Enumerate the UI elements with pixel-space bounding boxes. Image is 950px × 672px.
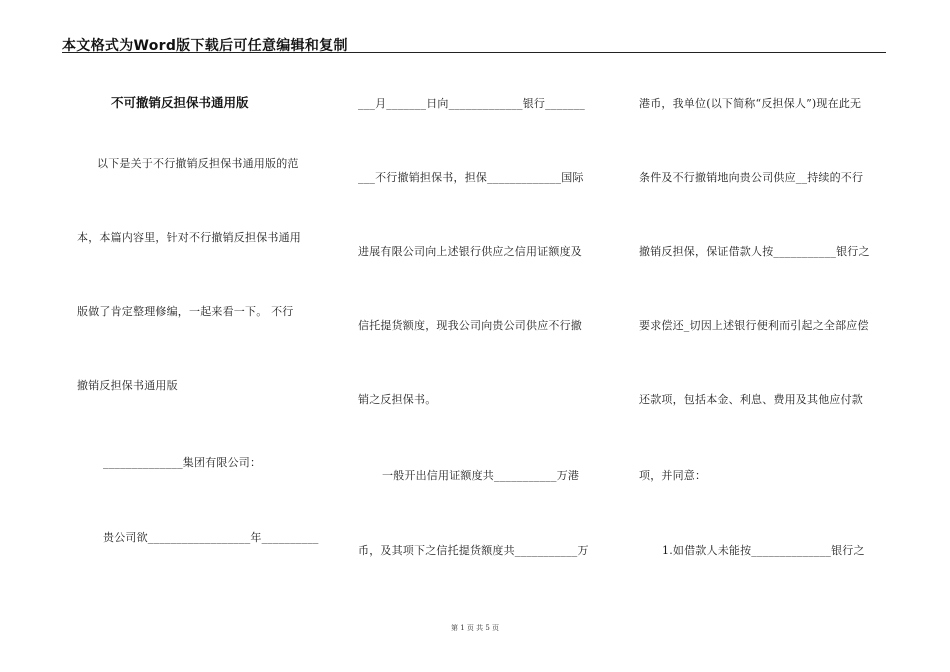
document-banner: 本文格式为Word版下载后可任意编辑和复制: [62, 38, 348, 54]
text-line: 要求偿还_切因上述银行便利而引起之全部应偿: [639, 319, 869, 332]
text-line: 条件及不行撤销地向贵公司供应__持续的不行: [639, 171, 864, 184]
text-line: 信托提货额度，现我公司向贵公司供应不行撤: [358, 319, 582, 332]
text-line: 港币，我单位(以下简称“反担保人”)现在此无: [639, 97, 862, 110]
text-line: 项，并同意：: [639, 469, 707, 482]
text-line: 销之反担保书。: [358, 393, 437, 406]
page-number: 第 1 页 共 5 页: [450, 624, 500, 632]
document-title: 不可撤销反担保书通用版: [111, 95, 249, 110]
text-line: ___月_______日向_____________银行_______: [358, 97, 585, 110]
text-line: 版做了肯定整理修编，一起来看一下。 不行: [77, 305, 294, 318]
text-line: ______________集团有限公司：: [103, 456, 262, 469]
text-line: 本，本篇内容里，针对不行撤销反担保书通用: [77, 231, 301, 244]
header-divider: [62, 52, 886, 53]
text-line: 撤销反担保书通用版: [77, 379, 178, 392]
text-line: ___不行撤销担保书，担保_____________国际: [358, 171, 584, 184]
text-line: 1.如借款人未能按______________银行之: [662, 544, 865, 557]
text-line: 贵公司欲__________________年__________: [103, 531, 319, 544]
text-line: 还款项，包括本金、利息、费用及其他应付款: [639, 393, 863, 406]
text-line: 一般开出信用证额度共___________万港: [382, 469, 580, 482]
text-line: 以下是关于不行撤销反担保书通用版的范: [97, 157, 299, 170]
text-line: 进展有限公司向上述银行供应之信用证额度及: [358, 245, 582, 258]
text-line: 币，及其项下之信托提货额度共___________万: [358, 544, 589, 557]
text-line: 撤销反担保，保证借款人按___________银行之: [639, 245, 870, 258]
